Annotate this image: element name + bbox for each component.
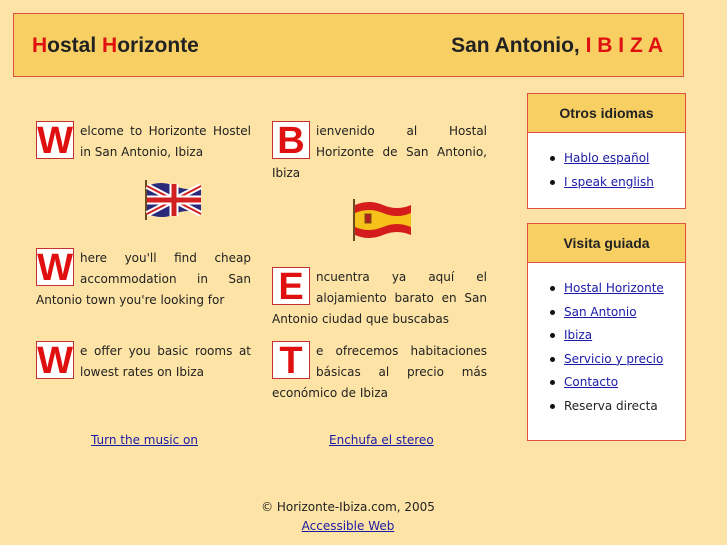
paragraph-text: elcome to Horizonte Hostel in San Antonio, Ibiza bbox=[80, 124, 251, 159]
location-highlight: I B I Z A bbox=[585, 34, 663, 57]
drop-cap: B bbox=[272, 121, 310, 159]
english-welcome-paragraph bbox=[36, 120, 251, 162]
site-header bbox=[13, 13, 684, 77]
accessible-web-link[interactable]: Accessible Web bbox=[301, 519, 395, 533]
english-rates-paragraph bbox=[36, 340, 251, 382]
guided-visit-title: Visita guiada bbox=[528, 224, 685, 263]
spain-flag-icon bbox=[351, 197, 413, 243]
uk-flag-icon bbox=[143, 178, 203, 222]
paragraph-text: e ofrecemos habitaciones básicas al precio más económico de Ibiza bbox=[272, 344, 487, 400]
spanish-language-link[interactable]: Hablo español bbox=[564, 151, 650, 165]
nav-link-san-antonio[interactable]: San Antonio bbox=[564, 304, 637, 319]
paragraph-text: e offer you basic rooms at lowest rates on Ibiza bbox=[80, 344, 251, 379]
location-text: San Antonio, bbox=[451, 34, 586, 57]
nav-link-contacto[interactable]: Contacto bbox=[564, 375, 619, 390]
drop-cap: W bbox=[37, 120, 73, 162]
paragraph-text: ncuentra ya aquí el alojamiento barato en San Antonio ciudad que buscabas bbox=[272, 270, 487, 326]
nav-link-hostal-horizonte[interactable]: Hostal Horizonte bbox=[564, 281, 664, 295]
english-accommodation-paragraph bbox=[36, 247, 251, 310]
title-text: orizonte bbox=[117, 34, 199, 57]
current-page-label: Reserva directa bbox=[564, 398, 658, 413]
title-initial: H bbox=[32, 34, 48, 57]
drop-cap: W bbox=[37, 247, 73, 289]
nav-item bbox=[528, 348, 685, 372]
nav-link-servicio-y-precio[interactable]: Servicio y precio bbox=[564, 351, 664, 366]
title-text: ostal bbox=[47, 34, 103, 57]
nav-item bbox=[528, 277, 685, 301]
drop-cap: E bbox=[272, 267, 310, 305]
language-item bbox=[528, 147, 685, 171]
paragraph-text: ienvenido al Hostal Horizonte de San Antonio, Ibiza bbox=[272, 124, 487, 180]
title-initial: H bbox=[102, 34, 118, 57]
paragraph-text: here you'll find cheap accommodation in San Antonio town you're looking for bbox=[36, 251, 251, 307]
guided-visit-list bbox=[528, 263, 685, 419]
english-language-link[interactable]: I speak english bbox=[564, 174, 654, 189]
drop-cap: W bbox=[37, 340, 73, 382]
spanish-accommodation-paragraph bbox=[272, 266, 487, 329]
music-on-link[interactable]: Turn the music on bbox=[91, 433, 199, 447]
music-on-link-spanish[interactable]: Enchufa el stereo bbox=[329, 433, 434, 447]
nav-item bbox=[528, 371, 685, 395]
drop-cap: T bbox=[272, 341, 310, 379]
site-title bbox=[32, 34, 199, 58]
site-location bbox=[451, 34, 663, 58]
nav-item bbox=[528, 324, 685, 348]
language-item bbox=[528, 171, 685, 195]
footer-copyright: © Horizonte-Ibiza.com, 2005 bbox=[261, 500, 435, 514]
footer-links bbox=[0, 519, 696, 533]
nav-link-ibiza[interactable]: Ibiza bbox=[564, 328, 593, 343]
languages-title: Otros idiomas bbox=[528, 94, 685, 133]
spanish-welcome-paragraph bbox=[272, 120, 487, 183]
languages-list bbox=[528, 133, 685, 194]
guided-visit-box bbox=[527, 223, 686, 441]
spanish-rates-paragraph bbox=[272, 340, 487, 403]
languages-box bbox=[527, 93, 686, 209]
nav-item bbox=[528, 301, 685, 325]
nav-item-current bbox=[528, 395, 685, 419]
